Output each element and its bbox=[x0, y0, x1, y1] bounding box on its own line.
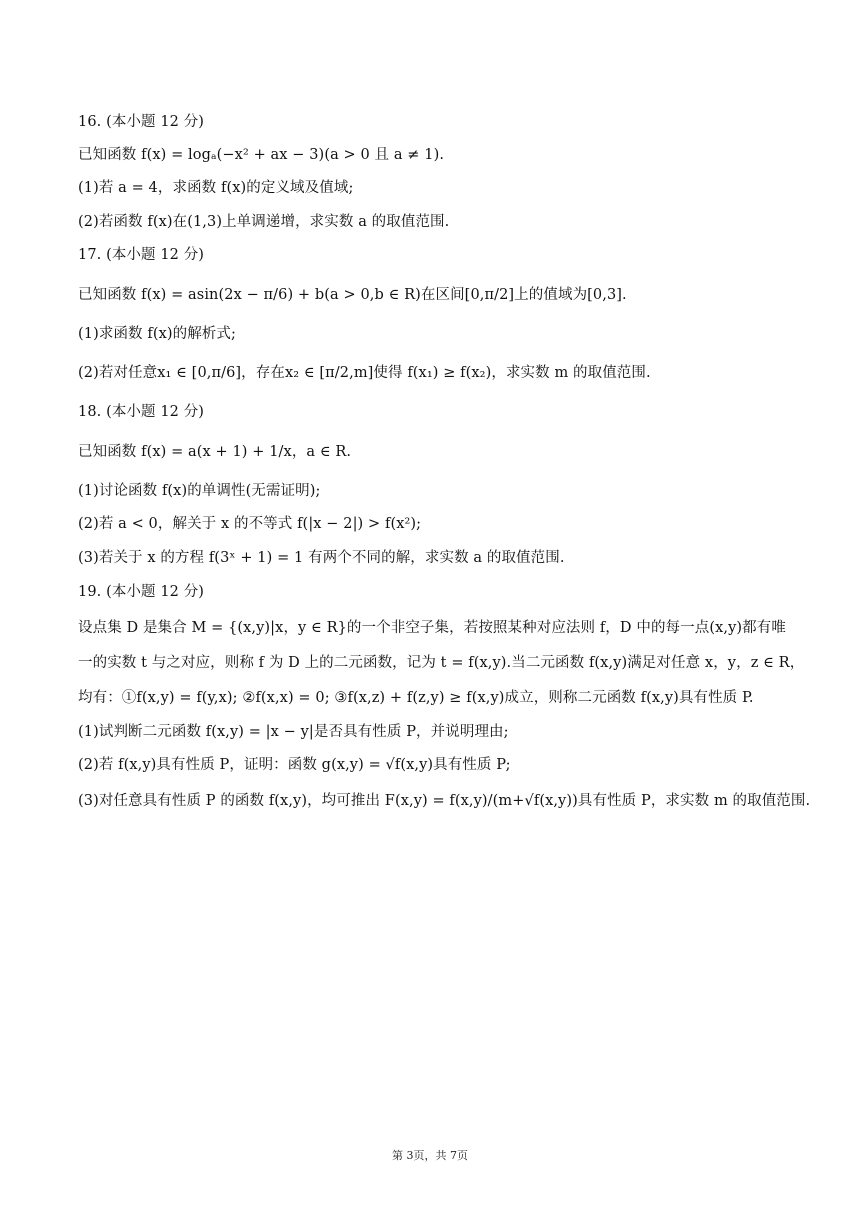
problem-17-part-2: (2)若对任意x₁ ∈ [0,π/6]，存在x₂ ∈ [π/2,m]使得 f(x₁) ≥ f(x₂)，求实数 m 的取值范围. bbox=[78, 365, 651, 381]
problem-19-stem-line-3: 均有：①f(x,y) = f(y,x); ②f(x,x) = 0; ③f(x,z) + f(z,y) ≥ f(x,y)成立，则称二元函数 f(x,y)具有性质 P. bbox=[78, 690, 754, 706]
problem-18-header: 18. (本小题 12 分) bbox=[78, 404, 205, 420]
problem-17-part-1: (1)求函数 f(x)的解析式; bbox=[78, 326, 236, 342]
problem-18-stem: 已知函数 f(x) = a(x + 1) + 1/x，a ∈ R. bbox=[78, 444, 352, 460]
problem-19-part-1: (1)试判断二元函数 f(x,y) = |x − y|是否具有性质 P，并说明理由; bbox=[78, 724, 509, 740]
page-number-footer: 第 3页，共 7页 bbox=[392, 1149, 468, 1162]
problem-19-part-2: (2)若 f(x,y)具有性质 P，证明：函数 g(x,y) = √f(x,y)具有性质 P; bbox=[78, 757, 511, 773]
problem-17-header: 17. (本小题 12 分) bbox=[78, 247, 205, 263]
problem-19-part-3: (3)对任意具有性质 P 的函数 f(x,y)，均可推出 F(x,y) = f(x,y)/(m+√f(x,y))具有性质 P，求实数 m 的取值范围. bbox=[78, 793, 811, 809]
problem-18-part-3: (3)若关于 x 的方程 f(3ˣ + 1) = 1 有两个不同的解，求实数 a 的取值范围. bbox=[78, 550, 565, 566]
problem-19-stem-line-2: 一的实数 t 与之对应，则称 f 为 D 上的二元函数，记为 t = f(x,y).当二元函数 f(x,y)满足对任意 x，y，z ∈ R， bbox=[78, 655, 805, 671]
problem-18-part-1: (1)讨论函数 f(x)的单调性(无需证明); bbox=[78, 483, 321, 499]
problem-17-stem: 已知函数 f(x) = asin(2x − π/6) + b(a > 0,b ∈ R)在区间[0,π/2]上的值域为[0,3]. bbox=[78, 287, 627, 303]
problem-16-header: 16. (本小题 12 分) bbox=[78, 114, 205, 130]
problem-19-stem-line-1: 设点集 D 是集合 M = {(x,y)|x，y ∈ R}的一个非空子集，若按照某种对应法则 f，D 中的每一点(x,y)都有唯 bbox=[78, 620, 786, 636]
problem-16-part-2: (2)若函数 f(x)在(1,3)上单调递增，求实数 a 的取值范围. bbox=[78, 214, 450, 230]
problem-16-stem: 已知函数 f(x) = logₐ(−x² + ax − 3)(a > 0 且 a ≠ 1). bbox=[78, 147, 445, 163]
problem-18-part-2: (2)若 a < 0，解关于 x 的不等式 f(|x − 2|) > f(x²); bbox=[78, 516, 422, 532]
problem-16-part-1: (1)若 a = 4，求函数 f(x)的定义域及值域; bbox=[78, 180, 354, 196]
problem-19-header: 19. (本小题 12 分) bbox=[78, 584, 205, 600]
